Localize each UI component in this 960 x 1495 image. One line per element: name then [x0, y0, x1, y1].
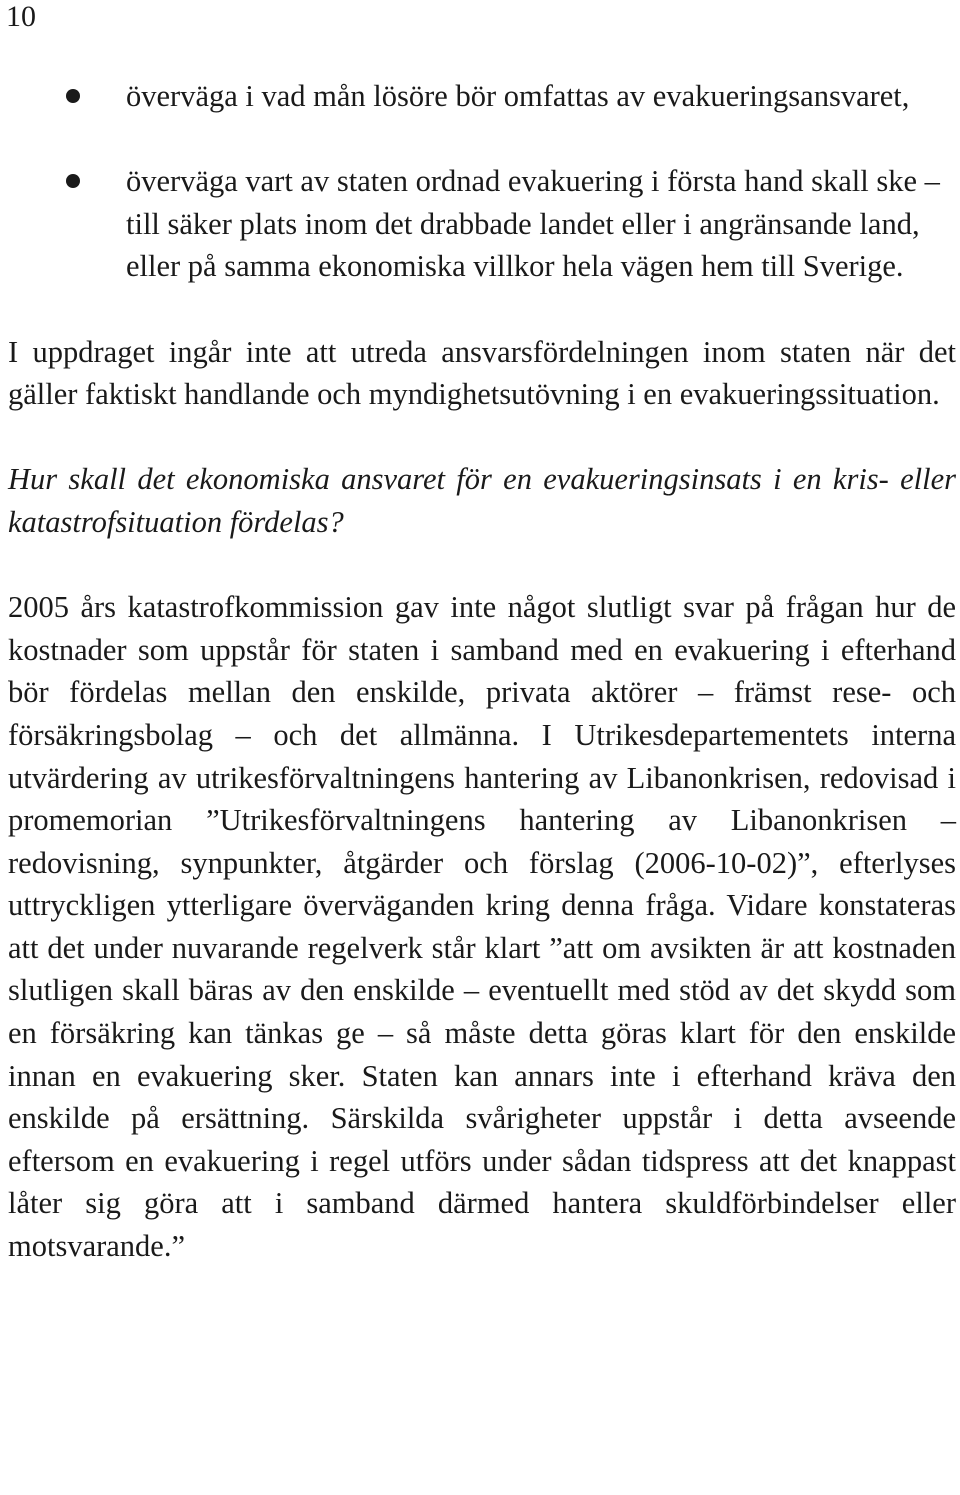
- bullet-text: överväga vart av staten ordnad evakuering i första hand skall ske – till säker plats inom det drabbade landet eller i angränsande land, eller på samma ekonomiska villkor hela vägen hem till Sverige.: [126, 164, 940, 284]
- scope-paragraph: I uppdraget ingår inte att utreda ansvarsfördelningen inom staten när det gäller faktiskt handlande och myndighetsutövning i en evakueringssituation.: [8, 334, 956, 412]
- question-heading: Hur skall det ekonomiska ansvaret för en evakueringsinsats i en kris- eller katastrofsituation fördelas?: [8, 462, 956, 539]
- body-paragraph: 2005 års katastrofkommission gav inte något slutligt svar på frågan hur de kostnader som uppstår för staten i samband med en evakuering i efterhand bör fördelas mellan den enskilde, privata aktörer – främst rese- och försäkringsbolag – och det allmänna. I Utrikesdepartementets interna utvärdering av utrikesförvaltningens hantering av Libanonkrisen, redovisad i promemorian ”Utrikesförvaltningens hantering av Libanonkrisen – redovisning, synpunkter, åtgärder och förslag (2006-10-02)”, efterlyses uttryckligen ytterligare överväganden kring denna fråga. Vidare konstateras att det under nuvarande regelverk står klart ”att om avsikten är att kostnaden slutligen skall bäras av den enskilde – eventuellt med stöd av det skydd som en försäkring kan tänkas ge – så måste detta göras klart för den enskilde innan en evakuering sker. Staten kan annars inte i efterhand kräva den enskilde på ersättning. Särskilda svårigheter uppstår i detta avseende eftersom en evakuering i regel utförs under sådan tidspress att det knappast låter sig göra att i samband därmed hantera skuldförbindelser eller motsvarande.”: [8, 590, 956, 1264]
- bullet-text: överväga i vad mån lösöre bör omfattas av evakueringsansvaret,: [126, 79, 910, 113]
- bullet-dot-icon: [66, 89, 80, 103]
- bullet-list: [8, 75, 956, 288]
- bullet-dot-icon: [66, 174, 80, 188]
- bullet-item-evakuering: [8, 160, 956, 288]
- page-number: 10: [6, 0, 36, 33]
- bullet-item-lostore: [8, 75, 956, 118]
- page-content: [8, 75, 956, 1268]
